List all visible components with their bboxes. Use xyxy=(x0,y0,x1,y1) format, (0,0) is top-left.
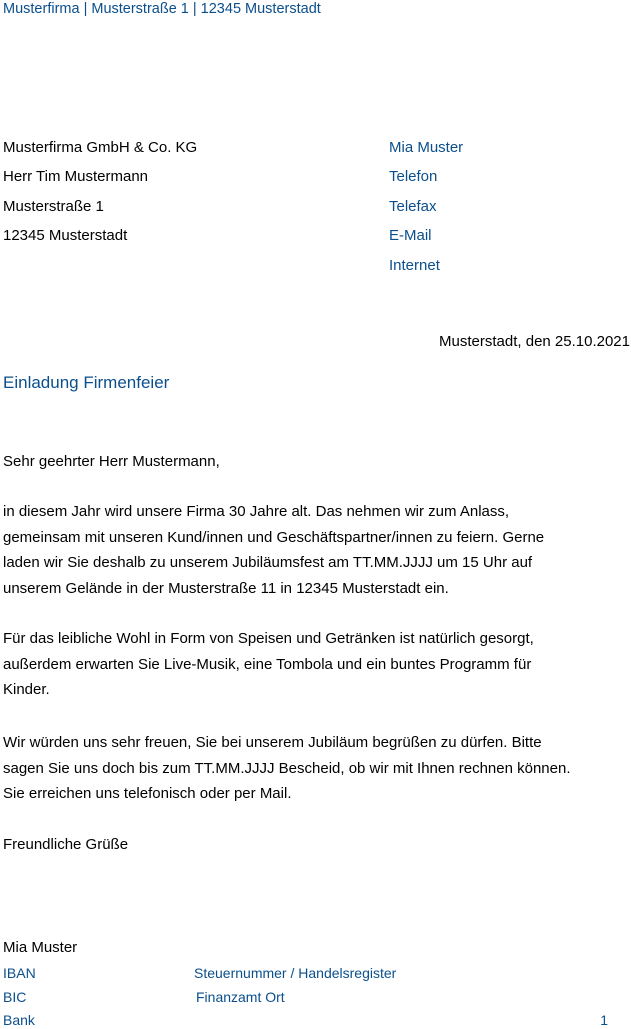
footer-bic-label: BIC xyxy=(3,989,27,1005)
contact-fax-label: Telefax xyxy=(389,198,437,215)
letter-subject: Einladung Firmenfeier xyxy=(3,373,170,392)
contact-name: Mia Muster xyxy=(389,139,464,156)
paragraph-line: Wir würden uns sehr freuen, Sie bei unserem Jubiläum begrüßen zu dürfen. Bitte xyxy=(3,734,542,751)
footer-tax-label: Steuernummer / Handelsregister xyxy=(194,965,397,981)
recipient-name: Herr Tim Mustermann xyxy=(3,168,149,185)
paragraph-2 xyxy=(3,626,534,703)
contact-phone-label: Telefon xyxy=(389,168,438,185)
salutation: Sehr geehrter Herr Mustermann, xyxy=(3,453,220,470)
footer-office-label: Finanzamt Ort xyxy=(196,989,285,1005)
paragraph-line: Kinder. xyxy=(3,681,50,699)
paragraph-line: sagen Sie uns doch bis zum TT.MM.JJJJ Bescheid, ob wir mit Ihnen rechnen können. xyxy=(3,759,571,777)
closing: Freundliche Grüße xyxy=(3,836,129,853)
recipient-street: Musterstraße 1 xyxy=(3,198,104,215)
paragraph-line: Sie erreichen uns telefonisch oder per Mail. xyxy=(3,785,292,803)
sender-line: Musterfirma | Musterstraße 1 | 12345 Musterstadt xyxy=(3,1,321,17)
contact-email-label: E-Mail xyxy=(389,227,432,244)
footer-bank-label: Bank xyxy=(3,1012,35,1028)
recipient-company: Musterfirma GmbH & Co. KG xyxy=(3,139,198,156)
contact-web-label: Internet xyxy=(389,257,440,274)
paragraph-line: außerdem erwarten Sie Live-Musik, eine Tombola und ein buntes Programm für xyxy=(3,655,532,673)
paragraph-line: laden wir Sie deshalb zu unserem Jubiläumsfest am TT.MM.JJJJ um 15 Uhr auf xyxy=(3,554,533,572)
paragraph-line: in diesem Jahr wird unsere Firma 30 Jahre alt. Das nehmen wir zum Anlass, xyxy=(3,503,510,520)
footer-iban-label: IBAN xyxy=(3,965,36,981)
page-number: 1 xyxy=(600,1012,608,1028)
paragraph-line: gemeinsam mit unseren Kund/innen und Geschäftspartner/innen zu feiern. Gerne xyxy=(3,528,545,546)
letter-date: Musterstadt, den 25.10.2021 xyxy=(439,333,630,350)
paragraph-1 xyxy=(3,499,544,602)
paragraph-line: unserem Gelände in der Musterstraße 11 in 12345 Musterstadt ein. xyxy=(3,580,449,598)
paragraph-line: Für das leibliche Wohl in Form von Speisen und Getränken ist natürlich gesorgt, xyxy=(3,630,534,647)
signature-name: Mia Muster xyxy=(3,939,78,956)
recipient-city: 12345 Musterstadt xyxy=(3,227,128,244)
paragraph-3 xyxy=(3,730,571,807)
